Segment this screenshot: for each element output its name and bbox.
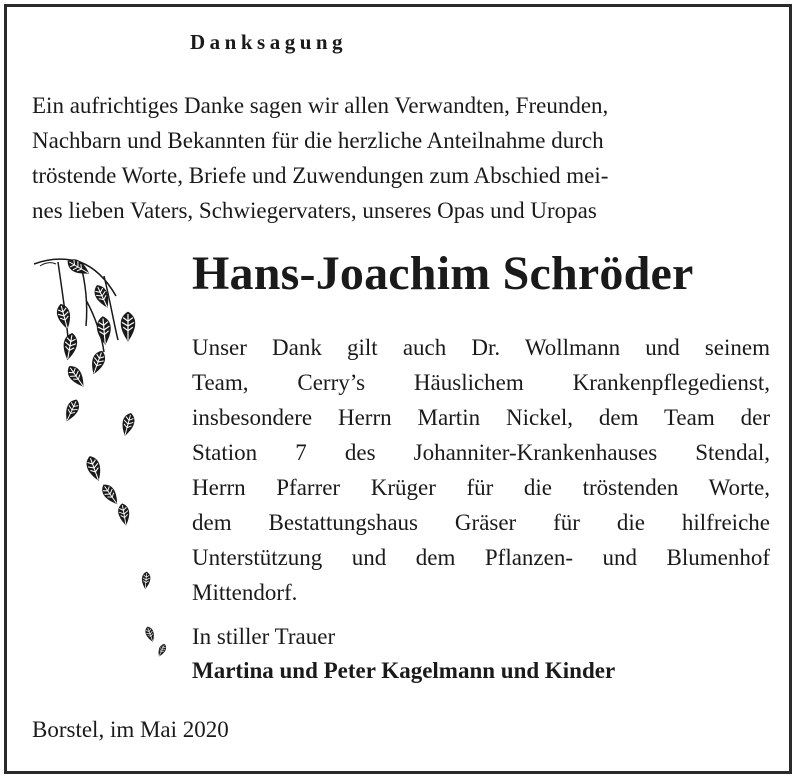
- thanks-line: Unterstützung und dem Pflanzen- und Blumenhof: [192, 545, 770, 570]
- signers: Martina und Peter Kagelmann und Kinder: [192, 658, 616, 683]
- intro-line: Nachbarn und Bekannten für die herzliche Anteilnahme durch: [32, 128, 604, 153]
- thanks-line: Unser Dank gilt auch Dr. Wollmann und seinem: [192, 335, 770, 360]
- intro-line: tröstende Worte, Briefe und Zuwendungen zum Abschied mei-: [32, 163, 609, 188]
- notice-heading: Danksagung: [190, 30, 348, 54]
- place-date: Borstel, im Mai 2020: [32, 717, 229, 742]
- thanks-line: Team, Cerry’s Häuslichem Krankenpflegedienst,: [192, 370, 770, 395]
- intro-line: nes lieben Vaters, Schwiegervaters, unseres Opas und Uropas: [32, 198, 597, 223]
- thanks-line: insbesondere Herrn Martin Nickel, dem Team der: [192, 405, 770, 430]
- thanks-line: Mittendorf.: [192, 580, 298, 605]
- thanks-line: dem Bestattungshaus Gräser für die hilfreiche: [192, 510, 770, 535]
- thanks-line: Herrn Pfarrer Krüger für die tröstenden Worte,: [192, 475, 770, 500]
- deceased-name: Hans-Joachim Schröder: [192, 247, 694, 300]
- thanks-line: Station 7 des Johanniter-Krankenhauses Stendal,: [192, 440, 770, 465]
- mourning-phrase: In stiller Trauer: [192, 624, 336, 649]
- falling-leaves-icon: [0, 0, 190, 670]
- intro-line: Ein aufrichtiges Danke sagen wir allen Verwandten, Freunden,: [32, 93, 609, 118]
- thanks-paragraph: [192, 330, 770, 610]
